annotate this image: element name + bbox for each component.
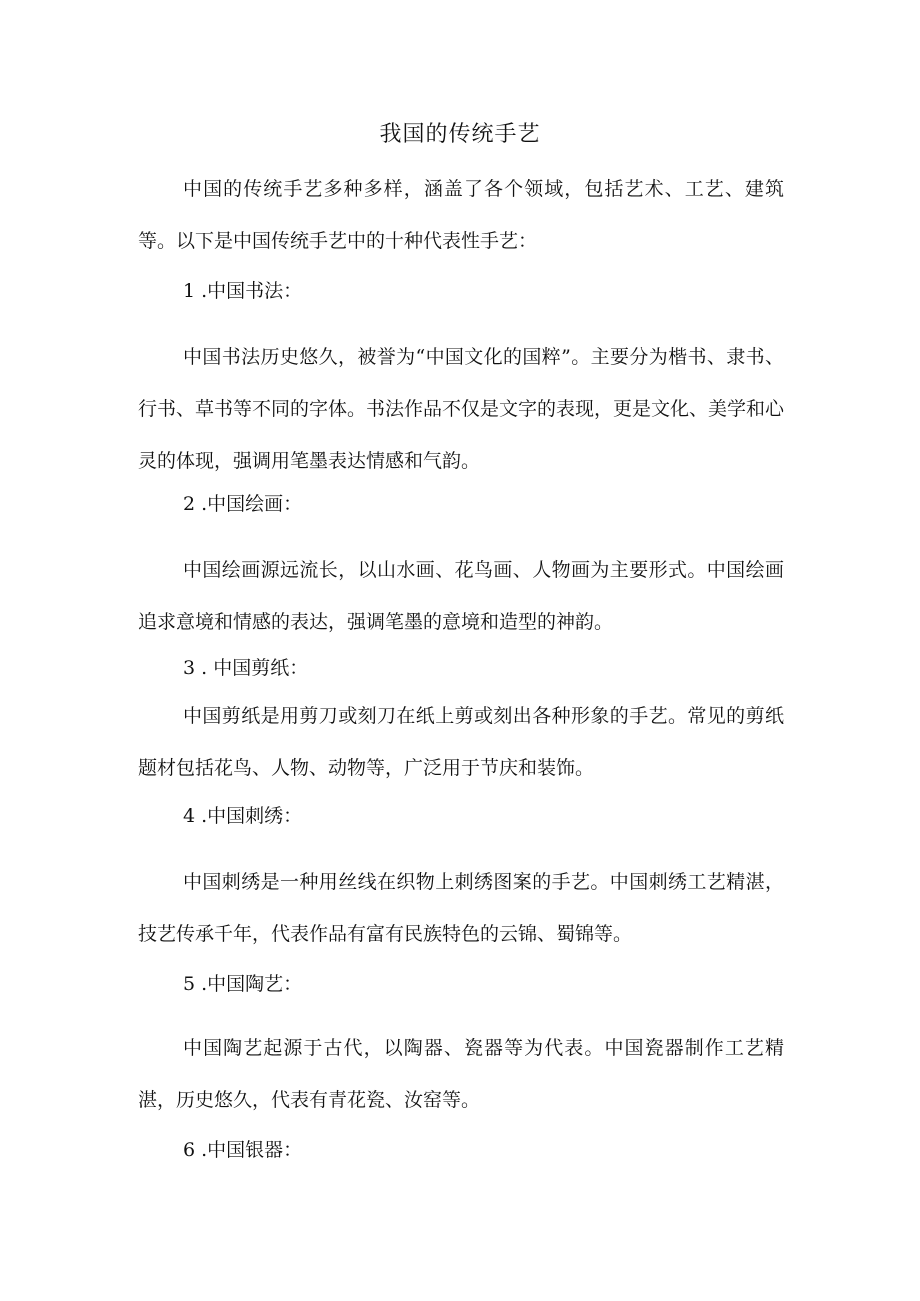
section-heading-papercut: 3 . 中国剪纸： [183, 657, 309, 679]
section-heading-embroidery: 4 .中国刺绣： [183, 805, 303, 827]
section-heading-silverware: 6 .中国银器： [183, 1139, 303, 1161]
document-title: 我国的传统手艺 [379, 122, 541, 147]
section-heading-ceramics: 5 .中国陶艺： [183, 973, 303, 995]
intro-paragraph: 中国的传统手艺多种多样，涵盖了各个领域，包括艺术、工艺、建筑等。以下是中国传统手艺中的十种代表性手艺： [138, 178, 784, 252]
section-body-calligraphy: 中国书法历史悠久，被誉为“中国文化的国粹”。主要分为楷书、隶书、行书、草书等不同的字体。书法作品不仅是文字的表现，更是文化、美学和心灵的体现，强调用笔墨表达情感和气韵。 [138, 346, 785, 472]
section-body-embroidery: 中国刺绣是一种用丝线在织物上刺绣图案的手艺。中国刺绣工艺精湛，技艺传承千年，代表作品有富有民族特色的云锦、蜀锦等。 [138, 871, 784, 945]
section-heading-calligraphy: 1 .中国书法： [183, 280, 303, 302]
section-heading-painting: 2 .中国绘画： [183, 493, 303, 515]
section-body-papercut: 中国剪纸是用剪刀或刻刀在纸上剪或刻出各种形象的手艺。常见的剪纸题材包括花鸟、人物、动物等，广泛用于节庆和装饰。 [138, 705, 784, 779]
section-body-painting: 中国绘画源远流长，以山水画、花鸟画、人物画为主要形式。中国绘画追求意境和情感的表达，强调笔墨的意境和造型的神韵。 [138, 559, 784, 633]
section-body-ceramics: 中国陶艺起源于古代，以陶器、瓷器等为代表。中国瓷器制作工艺精湛，历史悠久，代表有青花瓷、汝窑等。 [138, 1037, 784, 1111]
